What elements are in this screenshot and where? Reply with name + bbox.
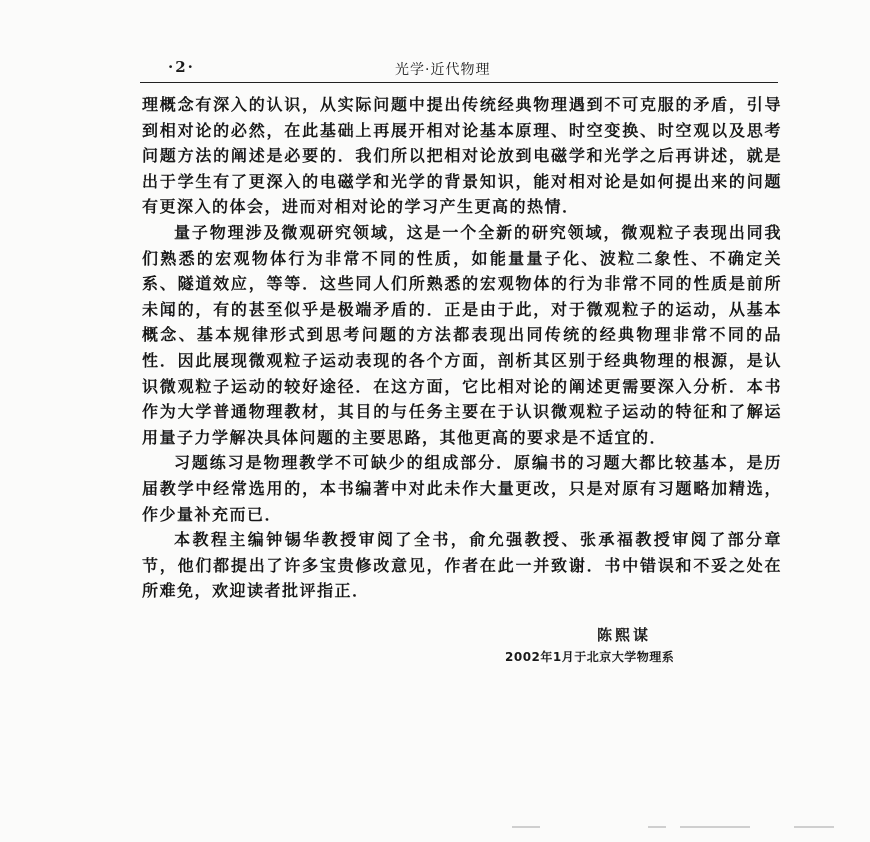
scan-artifact — [648, 826, 666, 828]
paragraph-quantum-physics: 量子物理涉及微观研究领域，这是一个全新的研究领域，微观粒子表现出同我们熟悉的宏观物体行为非常不同的性质，如能量量子化、波粒二象性、不确定关系、隧道效应，等等．这些同人们所熟悉的宏观物体的行为非常不同的性质是前所未闻的，有的甚至似乎是极端矛盾的．正是由于此，对于微观粒子的运动，从基本概念、基本规律形式到思考问题的方法都表现出同传统的经典物理非常不同的品性．因此展现微观粒子运动表现的各个方面，剖析其区别于经典物理的根源，是认识微观粒子运动的较好途径．在这方面，它比相对论的阐述更需要深入分析．本书作为大学普通物理教材，其目的与任务主要在于认识微观粒子运动的特征和了解运用量子力学解决具体问题的主要思路，其他更高的要求是不适宜的． — [142, 222, 782, 447]
scan-artifact — [680, 826, 750, 828]
date-place-line: 2002年1月于北京大学物理系 — [505, 650, 675, 664]
page-header — [150, 58, 790, 84]
scan-artifact — [794, 826, 834, 828]
running-title: 光学·近代物理 — [395, 62, 491, 78]
preface-body — [142, 92, 782, 604]
paragraph-relativity-continued: 理概念有深入的认识，从实际问题中提出传统经典物理遇到不可克服的矛盾，引导到相对论的必然，在此基础上再展开相对论基本原理、时空变换、时空观以及思考问题方法的阐述是必要的．我们所以把相对论放到电磁学和光学之后再讲述，就是出于学生有了更深入的电磁学和光学的背景知识，能对相对论是如何提出来的问题有更深入的体会，进而对相对论的学习产生更高的热情． — [142, 95, 782, 217]
paragraph-acknowledgements: 本教程主编钟锡华教授审阅了全书，俞允强教授、张承福教授审阅了部分章节，他们都提出了许多宝贵修改意见，作者在此一并致谢．书中错误和不妥之处在所难免，欢迎读者批评指正． — [142, 530, 782, 601]
author-signature: 陈熙谋 — [597, 626, 652, 644]
scan-artifact — [512, 826, 540, 828]
header-rule — [140, 82, 778, 83]
page-number: ·2· — [168, 58, 195, 76]
paragraph-exercises: 习题练习是物理教学不可缺少的组成部分．原编书的习题大都比较基本，是历届教学中经常选用的，本书编著中对此未作大量更改，只是对原有习题略加精选，作少量补充而已． — [142, 453, 782, 524]
